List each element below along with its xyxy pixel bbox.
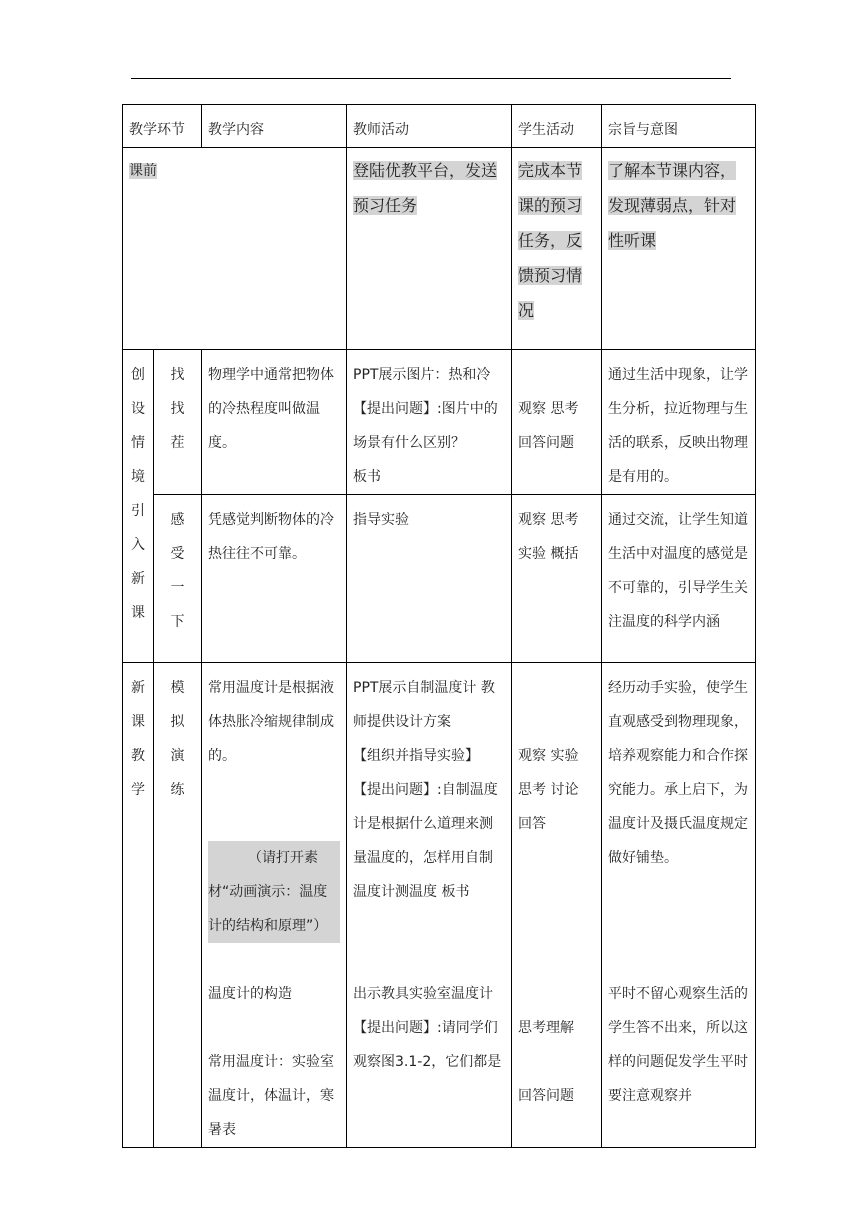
- table-header-row: [123, 105, 756, 148]
- pre-class-student: 完成本节课的预习任务，反馈预习情况: [518, 161, 583, 320]
- section2-teacher: PPT展示自制温度计 教师提供设计方案 【组织并指导实验】 【提出问题】:自制温度计是根据什么道理来测量温度的，怎样用自制温度计测温度 板书 出示教具实验室温度计 【提出问题】:请同学们观察图3.1-2，它们都是: [347, 663, 512, 1148]
- section1-sub2-content: 凭感觉判断物体的冷热往往不可靠。: [202, 495, 347, 663]
- header-student: 学生活动: [512, 105, 602, 148]
- lesson-plan-table: [122, 104, 756, 1148]
- pre-class-student-cell: [512, 148, 602, 350]
- header-stage: 教学环节: [123, 105, 202, 148]
- material-link-note: （请打开素材“动画演示：温度计的结构和原理”）: [208, 841, 340, 943]
- section1-stage: 创 设 情 境 引 入 新 课: [123, 350, 154, 663]
- section1-sub1-name: 找 找 茬: [154, 350, 202, 495]
- header-purpose: 宗旨与意图: [602, 105, 756, 148]
- header-rule: [131, 78, 731, 79]
- section2-purpose: 经历动手实验，使学生直观感受到物理现象，培养观察能力和合作探究能力。承上启下，为温度计及摄氏温度规定做好铺垫。 平时不留心观察生活的学生答不出来，所以这样的问题促发学生平时要注意观察并: [602, 663, 756, 1148]
- section1-sub2-purpose: 通过交流，让学生知道生活中对温度的感觉是不可靠的，引导学生关注温度的科学内涵: [602, 495, 756, 663]
- header-content: 教学内容: [202, 105, 347, 148]
- header-teacher: 教师活动: [347, 105, 512, 148]
- section2-student: 观察 实验 思考 讨论 回答 思考理解 回答问题: [512, 663, 602, 1148]
- section1-sub1-student: 观察 思考 回答问题: [512, 350, 602, 495]
- section1-sub2-student: 观察 思考 实验 概括: [512, 495, 602, 663]
- section1-row1: [123, 350, 756, 495]
- section2-sub-name: 模 拟 演 练: [154, 663, 202, 1148]
- section1-sub2-teacher: 指导实验: [347, 495, 512, 663]
- section2-stage: 新 课 教 学: [123, 663, 154, 1148]
- section1-sub1-purpose: 通过生活中现象，让学生分析，拉近物理与生活的联系，反映出物理是有用的。: [602, 350, 756, 495]
- section1-row2: [123, 495, 756, 663]
- section1-sub1-teacher: PPT展示图片：热和冷 【提出问题】:图片中的场景有什么区别？ 板书: [347, 350, 512, 495]
- section2-content: 常用温度计是根据液体热胀冷缩规律制成的。 （请打开素材“动画演示：温度计的结构和原理”） 温度计的构造 常用温度计：实验室温度计，体温计，寒暑表: [202, 663, 347, 1148]
- section1-sub2-name: 感 受 一 下: [154, 495, 202, 663]
- pre-class-purpose: 了解本节课内容，发现薄弱点，针对性听课: [608, 161, 737, 250]
- section2-row: [123, 663, 756, 1148]
- section1-sub1-content: 物理学中通常把物体的冷热程度叫做温度。: [202, 350, 347, 495]
- pre-class-row: [123, 148, 756, 350]
- pre-class-stage: [123, 148, 347, 350]
- pre-class-stage-label: 课前: [129, 163, 157, 179]
- pre-class-teacher-cell: [347, 148, 512, 350]
- pre-class-teacher: 登陆优教平台，发送预习任务: [353, 161, 498, 215]
- pre-class-purpose-cell: [602, 148, 756, 350]
